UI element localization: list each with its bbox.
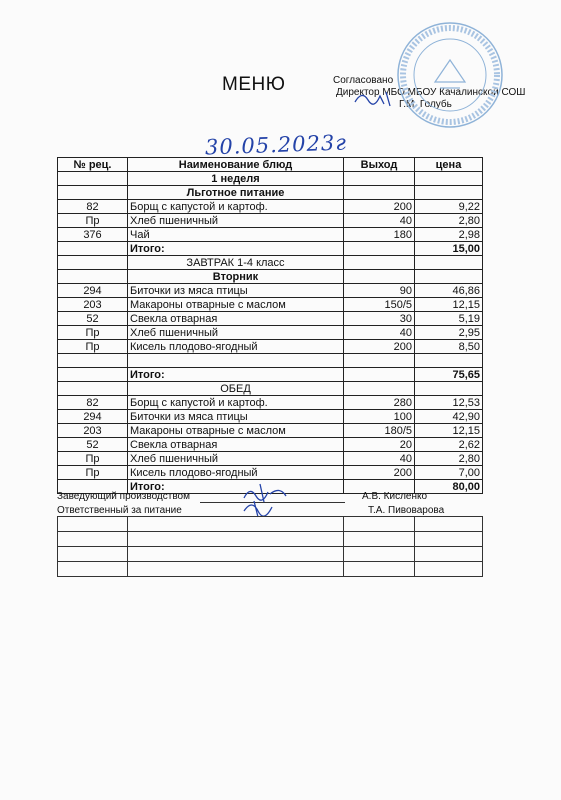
header-dish-name: Наименование блюд: [128, 158, 344, 172]
dish-name: Свекла отварная: [128, 312, 344, 326]
dish-output: 200: [344, 466, 415, 480]
table-row: [58, 284, 483, 298]
table-row: [58, 410, 483, 424]
dish-price: 5,19: [415, 312, 483, 326]
dish-price: 2,80: [415, 214, 483, 228]
dish-output: 40: [344, 326, 415, 340]
dish-name: Свекла отварная: [128, 438, 344, 452]
dish-price: 7,00: [415, 466, 483, 480]
dish-name: Кисель плодово-ягодный: [128, 340, 344, 354]
recipe-code: 203: [58, 424, 128, 438]
total-label: Итого:: [128, 480, 344, 494]
dish-price: 12,15: [415, 424, 483, 438]
recipe-code: Пр: [58, 340, 128, 354]
table-row: [58, 354, 483, 368]
dish-name: Макароны отварные с маслом: [128, 424, 344, 438]
table-row: [58, 466, 483, 480]
dish-price: 9,22: [415, 200, 483, 214]
table-row: [58, 382, 483, 396]
dish-name: Хлеб пшеничный: [128, 452, 344, 466]
recipe-code: 294: [58, 284, 128, 298]
dish-output: 40: [344, 214, 415, 228]
head-of-production-label: Заведующий производством: [57, 491, 190, 502]
recipe-code: Пр: [58, 326, 128, 340]
dish-name: Макароны отварные с маслом: [128, 298, 344, 312]
menu-table: [57, 157, 483, 494]
dish-name: Борщ с капустой и картоф.: [128, 396, 344, 410]
dish-name: Хлеб пшеничный: [128, 326, 344, 340]
dish-output: 180: [344, 228, 415, 242]
recipe-code: 203: [58, 298, 128, 312]
blank-table: [57, 516, 483, 577]
dish-name: Кисель плодово-ягодный: [128, 466, 344, 480]
recipe-code: 82: [58, 396, 128, 410]
dish-price: 2,62: [415, 438, 483, 452]
dish-output: 280: [344, 396, 415, 410]
table-row: [58, 256, 483, 270]
day-label: Вторник: [128, 270, 344, 284]
table-row: [58, 298, 483, 312]
recipe-code: Пр: [58, 466, 128, 480]
table-row: [58, 200, 483, 214]
page-title: МЕНЮ: [222, 74, 286, 95]
dish-price: 2,95: [415, 326, 483, 340]
dish-output: 100: [344, 410, 415, 424]
recipe-code: Пр: [58, 214, 128, 228]
director-signature: [350, 88, 400, 108]
total-label: Итого:: [128, 368, 344, 382]
approval-line-1: Согласовано: [333, 75, 394, 86]
table-row: [58, 186, 483, 200]
table-row: [58, 438, 483, 452]
school-stamp: [395, 20, 505, 130]
recipe-code: 376: [58, 228, 128, 242]
dish-output: 180/5: [344, 424, 415, 438]
responsible-name: Т.А. Пивоварова: [368, 505, 445, 516]
dish-price: 42,90: [415, 410, 483, 424]
dish-output: 200: [344, 200, 415, 214]
dish-price: 2,80: [415, 452, 483, 466]
approval-line-2: Директор МБО МБОУ Качалинской СОШ: [336, 87, 526, 98]
total-label: Итого:: [128, 242, 344, 256]
responsible-label: Ответственный за питание: [57, 505, 182, 516]
table-row: [58, 228, 483, 242]
dish-name: Чай: [128, 228, 344, 242]
table-row: [58, 452, 483, 466]
recipe-code: 52: [58, 438, 128, 452]
recipe-code: Пр: [58, 452, 128, 466]
dish-output: 150/5: [344, 298, 415, 312]
table-row: [58, 270, 483, 284]
table-row: [58, 326, 483, 340]
dish-price: 8,50: [415, 340, 483, 354]
table-row: [58, 172, 483, 186]
table-row: [58, 214, 483, 228]
total-row: [58, 242, 483, 256]
total-row: [58, 368, 483, 382]
dish-output: 40: [344, 452, 415, 466]
table-header-row: [58, 158, 483, 172]
dish-price: 12,15: [415, 298, 483, 312]
header-price: цена: [415, 158, 483, 172]
approval-line-3: Г.М. Голубь: [399, 99, 452, 110]
total-value: 80,00: [415, 480, 483, 494]
table-row: [58, 312, 483, 326]
total-value: 15,00: [415, 242, 483, 256]
dish-name: Биточки из мяса птицы: [128, 410, 344, 424]
table-row: [58, 340, 483, 354]
recipe-code: 82: [58, 200, 128, 214]
head-of-production-name: А.В. Кисленко: [362, 491, 428, 502]
dish-output: 30: [344, 312, 415, 326]
dish-name: Борщ с капустой и картоф.: [128, 200, 344, 214]
week-label: 1 неделя: [128, 172, 344, 186]
dish-output: 90: [344, 284, 415, 298]
dish-price: 46,86: [415, 284, 483, 298]
total-value: 75,65: [415, 368, 483, 382]
dish-price: 12,53: [415, 396, 483, 410]
header-output: Выход: [344, 158, 415, 172]
dish-name: Биточки из мяса птицы: [128, 284, 344, 298]
handwritten-date: 30.05.2023г: [204, 130, 348, 160]
table-row: [58, 396, 483, 410]
dish-output: 200: [344, 340, 415, 354]
header-recipe-no: № рец.: [58, 158, 128, 172]
recipe-code: 52: [58, 312, 128, 326]
section-title: Льготное питание: [128, 186, 344, 200]
dish-output: 20: [344, 438, 415, 452]
recipe-code: 294: [58, 410, 128, 424]
section-title: ЗАВТРАК 1-4 класс: [128, 256, 344, 270]
table-row: [58, 424, 483, 438]
section-title: ОБЕД: [128, 382, 344, 396]
dish-name: Хлеб пшеничный: [128, 214, 344, 228]
dish-price: 2,98: [415, 228, 483, 242]
